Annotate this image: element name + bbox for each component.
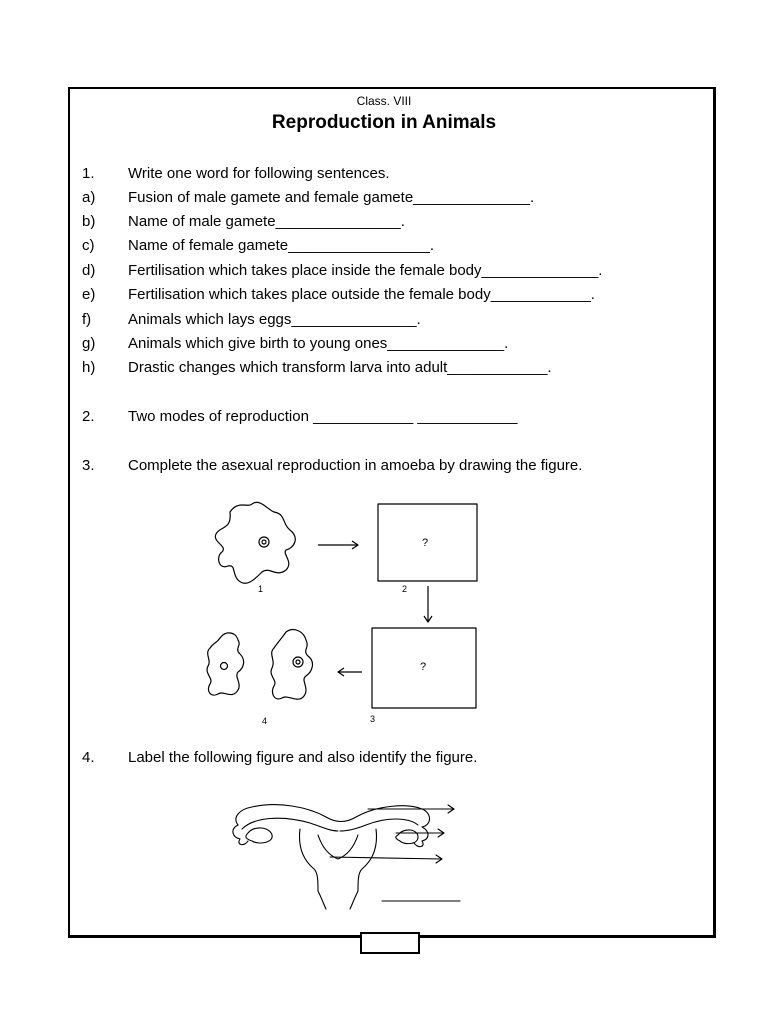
item-text: Drastic changes which transform larva into adult____________. bbox=[128, 359, 552, 376]
item-text: Name of female gamete_________________. bbox=[128, 237, 435, 254]
item-label: b) bbox=[82, 213, 96, 230]
question-text: Write one word for following sentences. bbox=[128, 165, 390, 182]
item-label: e) bbox=[82, 286, 96, 303]
item-label: h) bbox=[82, 359, 96, 376]
amoeba-fission-figure bbox=[190, 490, 500, 740]
arrow-left bbox=[338, 668, 362, 676]
item-text: Animals which lays eggs_______________. bbox=[128, 311, 421, 328]
box-question-mark: ? bbox=[422, 537, 429, 549]
item-text: Fusion of male gamete and female gamete______________. bbox=[128, 189, 535, 206]
item-label: d) bbox=[82, 262, 96, 279]
oviduct-sketch bbox=[236, 805, 430, 827]
daughter-amoeba-sketch bbox=[271, 630, 312, 700]
page-title: Reproduction in Animals bbox=[271, 112, 497, 133]
question-number: 4. bbox=[82, 749, 95, 766]
class-label: Class. VIII bbox=[356, 94, 412, 108]
figure-label-1: 1 bbox=[258, 584, 264, 594]
uterus-sketch bbox=[300, 829, 377, 891]
figure-label-2: 2 bbox=[402, 584, 408, 594]
item-label: c) bbox=[82, 237, 95, 254]
label-arrow bbox=[330, 855, 442, 863]
amoeba-sketch bbox=[215, 502, 295, 583]
item-text: Animals which give birth to young ones______________. bbox=[128, 335, 509, 352]
female-reproductive-system-figure bbox=[218, 795, 468, 910]
question-number: 2. bbox=[82, 408, 95, 425]
label-arrow bbox=[396, 829, 444, 837]
ovary-sketch bbox=[246, 828, 272, 843]
item-label: g) bbox=[82, 335, 96, 352]
question-text: Complete the asexual reproduction in amoeba by drawing the figure. bbox=[128, 457, 583, 474]
arrow-right bbox=[318, 541, 358, 549]
question-text: Two modes of reproduction ____________ ____________ bbox=[128, 408, 518, 425]
item-text: Name of male gamete_______________. bbox=[128, 213, 405, 230]
page-number-box bbox=[360, 932, 420, 954]
box-question-mark: ? bbox=[420, 661, 427, 673]
item-label: f) bbox=[82, 311, 92, 328]
item-text: Fertilisation which takes place inside the female body______________. bbox=[128, 262, 603, 279]
question-number: 3. bbox=[82, 457, 95, 474]
daughter-amoeba-sketch bbox=[207, 633, 244, 695]
ovary-sketch bbox=[396, 830, 418, 844]
item-text: Fertilisation which takes place outside the female body____________. bbox=[128, 286, 595, 303]
question-text: Label the following figure and also identify the figure. bbox=[128, 749, 478, 766]
item-label: a) bbox=[82, 189, 96, 206]
arrow-down bbox=[424, 586, 432, 622]
nucleus-sketch bbox=[259, 537, 269, 547]
figure-label-4: 4 bbox=[262, 716, 268, 726]
question-number: 1. bbox=[82, 165, 95, 182]
figure-label-3: 3 bbox=[370, 714, 376, 724]
